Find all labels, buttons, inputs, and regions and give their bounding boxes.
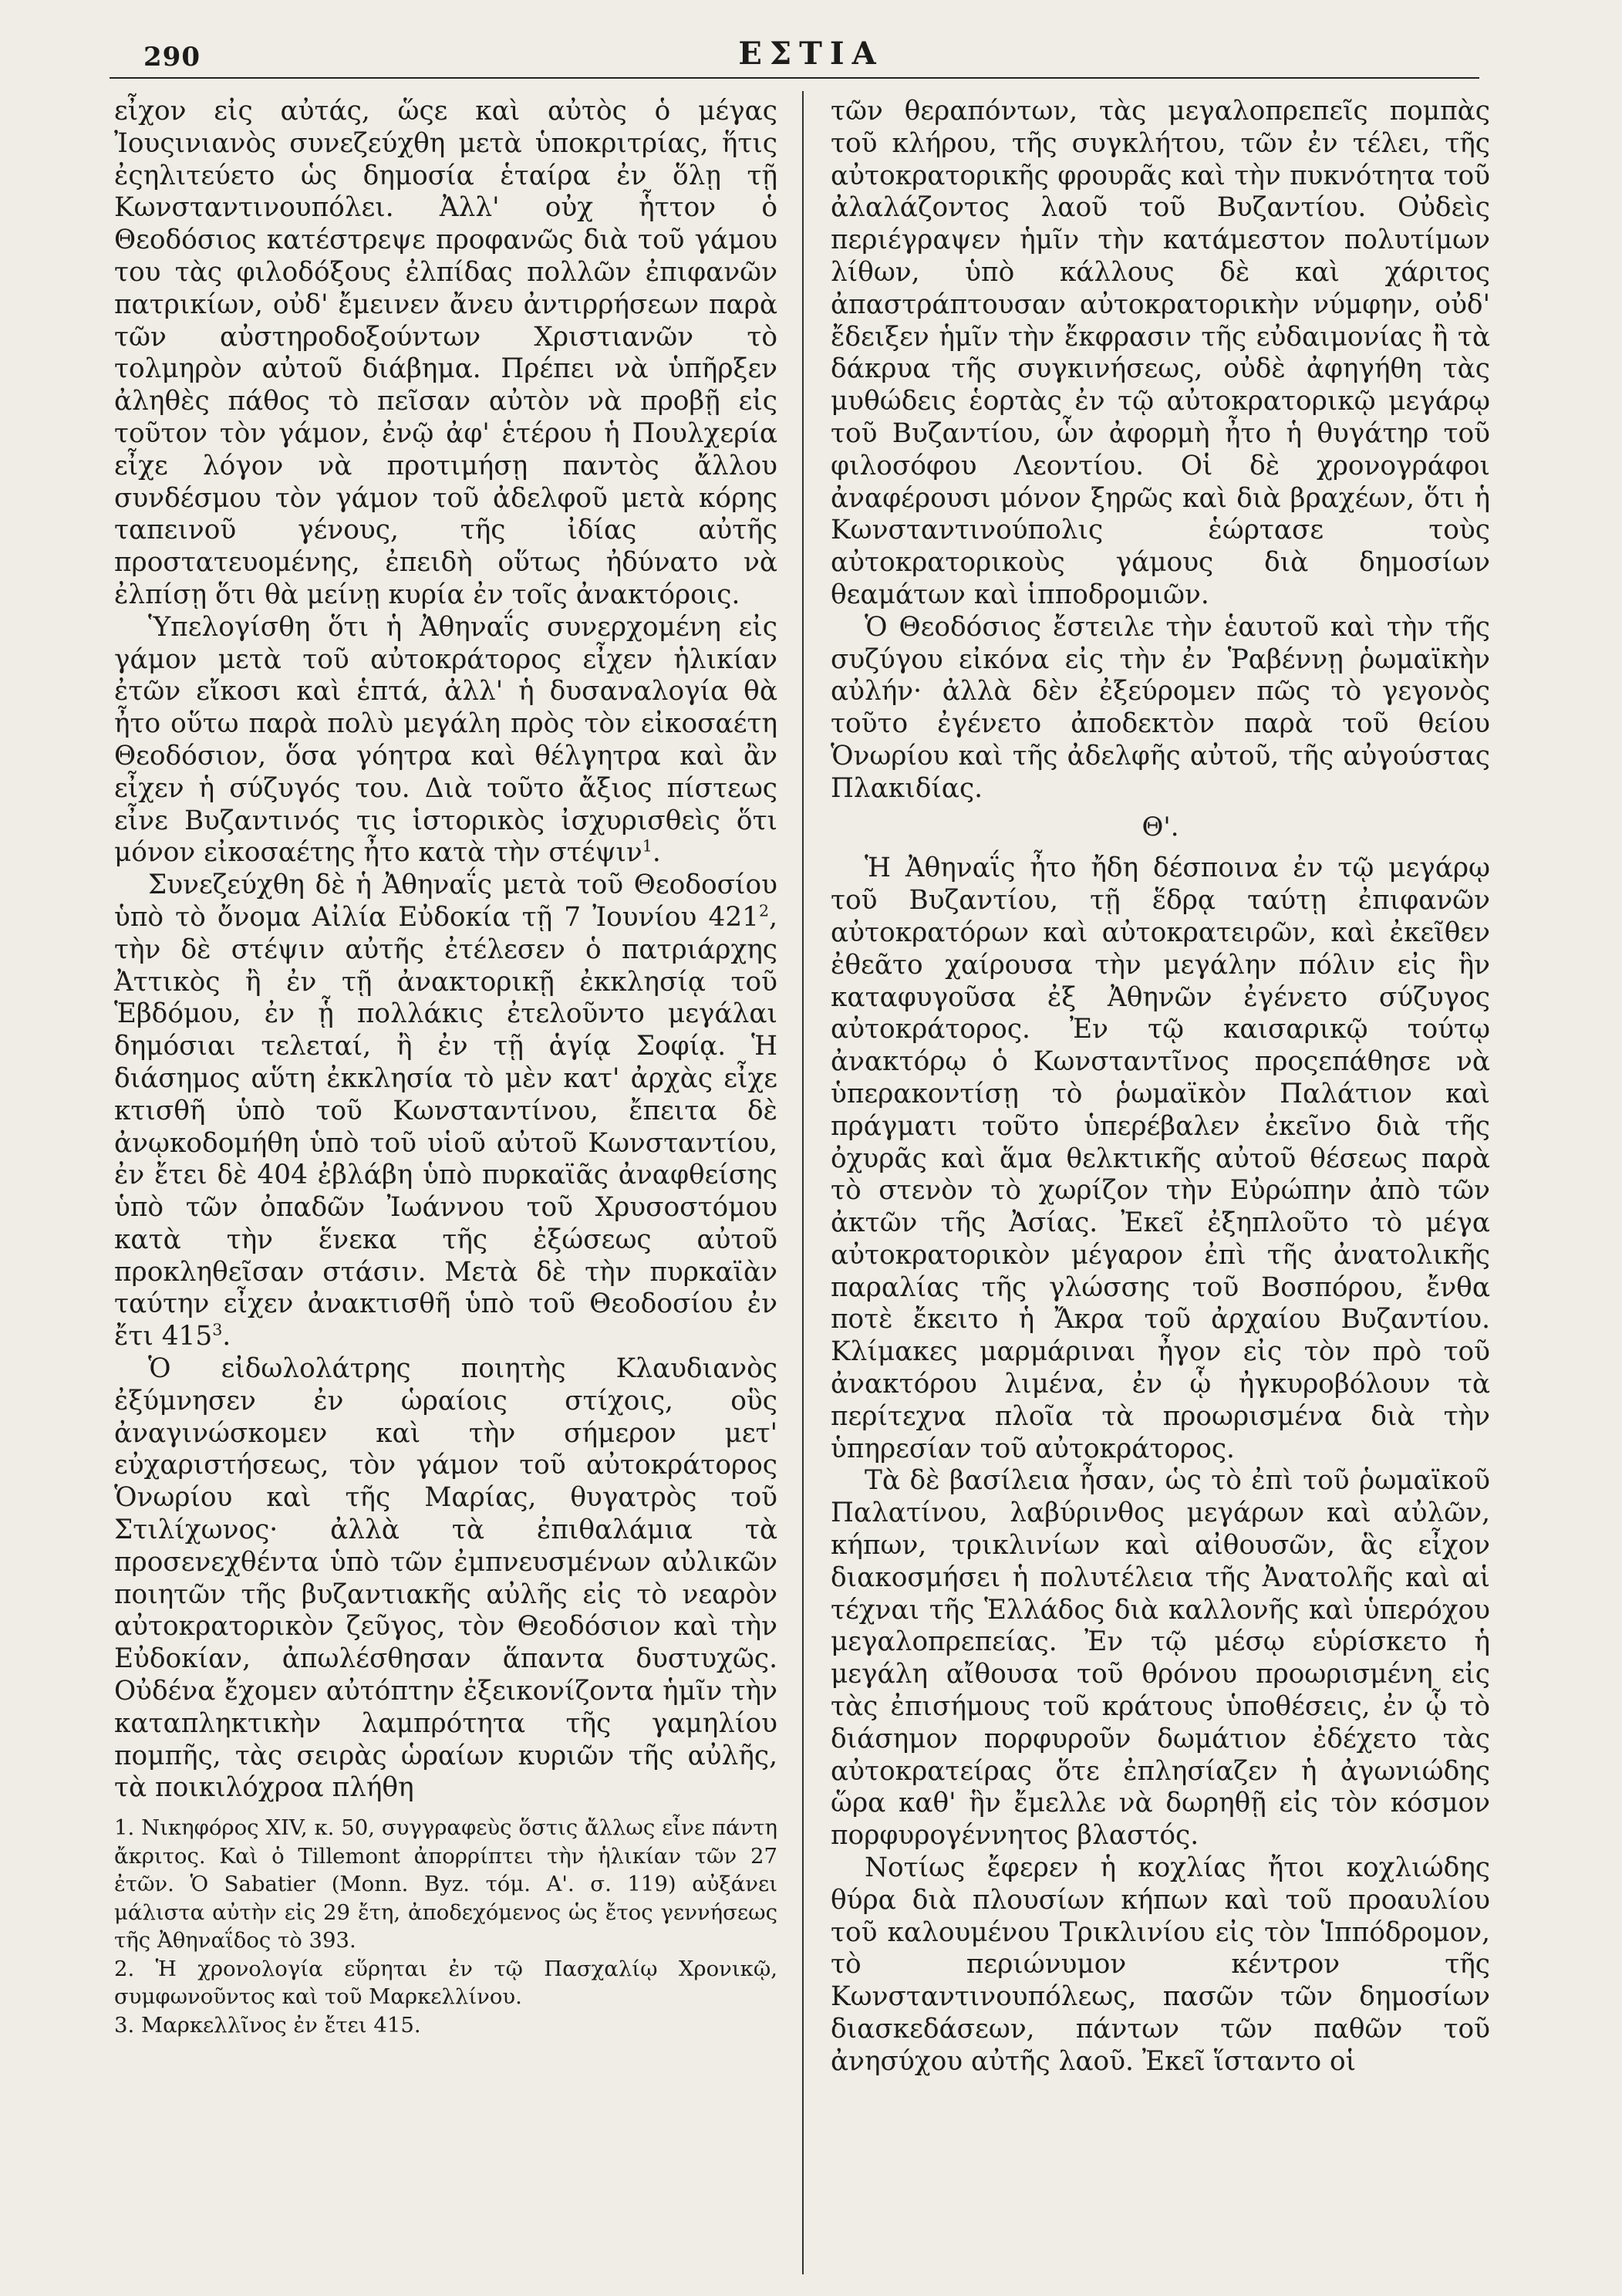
footnote: 3. Μαρκελλῖνος ἐν ἔτει 415.: [114, 2012, 421, 2038]
paragraph: Συνεζεύχθη δὲ ἡ Ἀθηναΐς μετὰ τοῦ Θεοδοσίου ὑπὸ τὸ ὄνομα Αἰλία Εὐδοκία τῇ 7 Ἰουνίου $421^2$, τὴν δὲ στέψιν αὐτῆς ἐτέλεσεν ὁ πατριάρχης Ἀττικὸς ἢ ἐν τῇ ἀνακτορικῇ ἐκκλησίᾳ τοῦ Ἑβδόμου, ἐν ᾗ πολλάκις ἐτελοῦντο μεγάλαι δημόσιαι τελεταί, ἢ ἐν τῇ ἁγίᾳ Σοφίᾳ. Ἡ διάσημος αὕτη ἐκκλησία τὸ μὲν κατ' ἀρχὰς εἶχε κτισθῆ ὑπὸ τοῦ Κωνσταντίνου, ἔπειτα δὲ ἀνῳκοδομήθη ὑπὸ τοῦ υἱοῦ αὐτοῦ Κωνσταντίου, ἐν ἔτει δὲ 404 ἐβλάβη ὑπὸ πυρκαϊᾶς ἀναφθείσης ὑπὸ τῶν ὀπαδῶν Ἰωάννου τοῦ Χρυσοστόμου κατὰ τὴν ἕνεκα τῆς ἐξώσεως αὐτοῦ προκληθεῖσαν στάσιν. Μετὰ δὲ τὴν πυρκαϊὰν ταύτην εἶχεν ἀνακτισθῆ ὑπὸ τοῦ Θεοδοσίου ἐν ἔτι $415^3$.: [114, 869, 777, 1352]
paragraph-text: , τὴν δὲ στέψιν αὐτῆς ἐτέλεσεν ὁ πατριάρχης Ἀττικὸς ἢ ἐν τῇ ἀνακτορικῇ ἐκκλησίᾳ τοῦ Ἑβδόμου, ἐν ᾗ πολλάκις ἐτελοῦντο μεγάλαι δημόσιαι τελεταί, ἢ ἐν τῇ ἁγίᾳ Σοφίᾳ. Ἡ διάσημος αὕτη ἐκκλησία τὸ μὲν κατ' ἀρχὰς εἶχε κτισθῆ ὑπὸ τοῦ Κωνσταντίνου, ἔπειτα δὲ ἀνῳκοδομήθη ὑπὸ τοῦ υἱοῦ αὐτοῦ Κωνσταντίου, ἐν ἔτει δὲ 404 ἐβλάβη ὑπὸ πυρκαϊᾶς ἀναφθείσης ὑπὸ τῶν ὀπαδῶν Ἰωάννου τοῦ Χρυσοστόμου κατὰ τὴν ἕνεκα τῆς ἐξώσεως αὐτοῦ προκληθεῖσαν στάσιν. Μετὰ δὲ τὴν πυρκαϊὰν ταύτην εἶχεν ἀνακτισθῆ ὑπὸ τοῦ Θεοδοσίου ἐν ἔτι 415: [114, 901, 777, 1352]
paragraph: τῶν θεραπόντων, τὰς μεγαλοπρεπεῖς πομπὰς τοῦ κλήρου, τῆς συγκλήτου, τῶν ἐν τέλει, τῆς αὐτοκρατορικῆς φρουρᾶς καὶ τὴν πυκνότητα τοῦ ἀλαλάζοντος λαοῦ τοῦ Βυζαντίου. Οὐδεὶς περιέγραψεν ἡμῖν τὴν κατάμεστον πολυτίμων λίθων, ὑπὸ κάλλους δὲ καὶ χάριτος ἀπαστράπτουσαν αὐτοκρατορικὴν νύμφην, οὐδ' ἔδειξεν ἡμῖν τὴν ἔκφρασιν τῆς εὐδαιμονίας ἢ τὰ δάκρυα τῆς συγκινήσεως, οὐδὲ ἀφηγήθη τὰς μυθώδεις ἑορτὰς ἐν τῷ αὐτοκρατορικῷ μεγάρῳ τοῦ Βυζαντίου, ὧν ἀφορμὴ ἦτο ἡ θυγάτηρ τοῦ φιλοσόφου Λεοντίου. Οἱ δὲ χρονογράφοι ἀναφέρουσι μόνον ξηρῶς καὶ διὰ βραχέων, ὅτι ἡ Κωνσταντινούπολις ἑώρτασε τοὺς αὐτοκρατορικοὺς γάμους διὰ δημοσίων θεαμάτων καὶ ἱπποδρομιῶν.: [831, 96, 1490, 610]
paragraph: Ὑπελογίσθη ὅτι ἡ Ἀθηναΐς συνερχομένη εἰς γάμον μετὰ τοῦ αὐτοκράτορος εἶχεν ἡλικίαν ἐτῶν εἴκοσι καὶ ἑπτά, ἀλλ' ἡ δυσαναλογία θὰ ἦτο οὕτω παρὰ πολὺ μεγάλη πρὸς τὸν εἰκοσαέτη Θεοδόσιον, ὅσα γόητρα καὶ θέλγητρα καὶ ἂν εἶχεν ἡ σύζυγός του. Διὰ τοῦτο ἄξιος πίστεως εἶνε Βυζαντινός τις ἱστορικὸς ἰσχυρισθεὶς ὅτι μόνον εἰκοσαέτης ἦτο κατὰ τὴν στέψιν$^1$.: [114, 611, 777, 869]
paragraph: Ὁ Θεοδόσιος ἔστειλε τὴν ἑαυτοῦ καὶ τὴν τῆς συζύγου εἰκόνα εἰς τὴν ἐν Ῥαβέννῃ ῥωμαϊκὴν αὐλήν· ἀλλὰ δὲν ἐξεύρομεν πῶς τὸ γεγονὸς τοῦτο ἐγένετο ἀποδεκτὸν παρὰ τοῦ θείου Ὁνωρίου καὶ τῆς ἀδελφῆς αὐτοῦ, τῆς αὐγούστας Πλακιδίας.: [831, 611, 1490, 804]
running-title: ΕΣΤΙΑ: [738, 35, 884, 72]
paragraph-text: Ὑπελογίσθη ὅτι ἡ Ἀθηναΐς συνερχομένη εἰς γάμον μετὰ τοῦ αὐτοκράτορος εἶχεν ἡλικίαν ἐτῶν εἴκοσι καὶ ἑπτά, ἀλλ' ἡ δυσαναλογία θὰ ἦτο οὕτω παρὰ πολὺ μεγάλη πρὸς τὸν εἰκοσαέτη Θεοδόσιον, ὅσα γόητρα καὶ θέλγητρα καὶ ἂν εἶχεν ἡ σύζυγός του. Διὰ τοῦτο ἄξιος πίστεως εἶνε Βυζαντινός τις ἱστορικὸς ἰσχυρισθεὶς ὅτι μόνον εἰκοσαέτης ἦτο κατὰ τὴν στέψιν: [114, 611, 777, 869]
footnote-ref: 2: [759, 901, 770, 920]
footnote-ref: 1: [642, 836, 653, 856]
column-divider: [802, 91, 804, 2274]
header-rule: [110, 77, 1479, 79]
paragraph: Ἡ Ἀθηναΐς ἦτο ἤδη δέσποινα ἐν τῷ μεγάρῳ τοῦ Βυζαντίου, τῇ ἕδρᾳ ταύτῃ ἐπιφανῶν αὐτοκρατόρων καὶ αὐτοκρατειρῶν, καὶ ἐκεῖθεν ἐθεᾶτο χαίρουσα τὴν μεγάλην πόλιν εἰς ἣν καταφυγοῦσα ἐξ Ἀθηνῶν ἐγένετο σύζυγος αὐτοκράτορος. Ἐν τῷ καισαρικῷ τούτῳ ἀνακτόρῳ ὁ Κωνσταντῖνος προςεπάθησε νὰ ὑπερακοντίσῃ τὸ ῥωμαϊκὸν Παλάτιον καὶ πράγματι τοῦτο ὑπερέβαλεν ἐκεῖνο διὰ τῆς ὀχυρᾶς καὶ ἅμα θελκτικῆς αὐτοῦ θέσεως παρὰ τὸ στενὸν τὸ χωρίζον τὴν Εὐρώπην ἀπὸ τῶν ἀκτῶν τῆς Ἀσίας. Ἐκεῖ ἐξηπλοῦτο τὸ μέγα αὐτοκρατορικὸν μέγαρον ἐπὶ τῆς ἀνατολικῆς παραλίας τῆς γλώσσης τοῦ Βοσπόρου, ἔνθα ποτὲ ἔκειτο ἡ Ἄκρα τοῦ ἀρχαίου Βυζαντίου. Κλίμακες μαρμάριναι ἦγον εἰς τὸν πρὸ τοῦ ἀνακτόρου λιμένα, ἐν ᾧ ἠγκυροβόλουν τὰ περίτεχνα πλοῖα τὰ προωρισμένα διὰ τὴν ὑπηρεσίαν τοῦ αὐτοκράτορος.: [831, 853, 1490, 1464]
page-number: 290: [143, 42, 201, 73]
paragraph-text: Συνεζεύχθη δὲ ἡ Ἀθηναΐς μετὰ τοῦ Θεοδοσίου ὑπὸ τὸ ὄνομα Αἰλία Εὐδοκία τῇ 7 Ἰουνίου 421: [114, 869, 777, 933]
section-heading: Θ'.: [1141, 811, 1179, 842]
footnote-ref: 3: [212, 1320, 223, 1339]
paragraph: εἶχον εἰς αὐτάς, ὥςε καὶ αὐτὸς ὁ μέγας Ἰουςινιανὸς συνεζεύχθη μετὰ ὑποκριτρίας, ἥτις ἐςηλιτεύετο ὡς δημοσία ἑταίρα ἐν ὅλῃ τῇ Κωνσταντινουπόλει. Ἀλλ' οὐχ ἧττον ὁ Θεοδόσιος κατέστρεψε προφανῶς διὰ τοῦ γάμου του τὰς φιλοδόξους ἐλπίδας πολλῶν ἐπιφανῶν πατρικίων, οὐδ' ἔμεινεν ἄνευ ἀντιρρήσεων παρὰ τῶν αὐστηροδοξούντων Χριστιανῶν τὸ τολμηρὸν αὐτοῦ διάβημα. Πρέπει νὰ ὑπῆρξεν ἀληθὲς πάθος τὸ πεῖσαν αὐτὸν νὰ προβῇ εἰς τοῦτον τὸν γάμον, ἐνῷ ἀφ' ἑτέρου ἡ Πουλχερία εἶχε λόγον νὰ προτιμήσῃ παντὸς ἄλλου συνδέσμου τὸν γάμον τοῦ ἀδελφοῦ μετὰ κόρης ταπεινοῦ γένους, τῆς ἰδίας αὐτῆς προστατευομένης, ἐπειδὴ οὕτως ἠδύνατο νὰ ἐλπίσῃ ὅτι θὰ μείνῃ κυρία ἐν τοῖς ἀνακτόροις.: [114, 96, 777, 610]
paragraph: Νοτίως ἔφερεν ἡ κοχλίας ἤτοι κοχλιώδης θύρα διὰ πλουσίων κήπων καὶ τοῦ προαυλίου τοῦ καλουμένου Τρικλινίου εἰς τὸν Ἱππόδρομον, τὸ περιώνυμον κέντρον τῆς Κωνσταντινουπόλεως, πασῶν τῶν δημοσίων διασκεδάσεων, πάντων τῶν παθῶν τοῦ ἀνησύχου αὐτῆς λαοῦ. Ἐκεῖ ἵσταντο οἱ: [831, 1852, 1490, 2077]
left-column: [114, 96, 777, 2039]
paragraph: Τὰ δὲ βασίλεια ἦσαν, ὡς τὸ ἐπὶ τοῦ ῥωμαϊκοῦ Παλατίνου, λαβύρινθος μεγάρων καὶ αὐλῶν, κήπων, τρικλινίων καὶ αἰθουσῶν, ἃς εἶχον διακοσμήσει ἡ πολυτέλεια τῆς Ἀνατολῆς καὶ αἱ τέχναι τῆς Ἑλλάδος διὰ καλλονῆς καὶ ὑπερόχου μεγαλοπρεπείας. Ἐν τῷ μέσῳ εὑρίσκετο ἡ μεγάλη αἴθουσα τοῦ θρόνου προωρισμένη εἰς τὰς ἐπισήμους τοῦ κράτους ὑποθέσεις, ἐν ᾧ τὸ διάσημον πορφυροῦν δωμάτιον ἐδέχετο τὰς αὐτοκρατείρας ὅτε ἐπλησίαζεν ἡ ἀγωνιώδης ὥρα καθ' ἣν ἔμελλε νὰ δωρηθῇ εἰς τὸν κόσμον πορφυρογέννητος βλαστός.: [831, 1465, 1490, 1852]
right-column: [831, 96, 1490, 2078]
footnote: 1. Νικηφόρος XIV, κ. 50, συγγραφεὺς ὅστις ἄλλως εἶνε πάντη ἄκριτος. Καὶ ὁ Tillemont ἀπορρίπτει τὴν ἡλικίαν τῶν 27 ἐτῶν. Ὁ Sabatier (Monn. Byz. τόμ. Α'. σ. 119) αὐξάνει μάλιστα αὐτὴν εἰς 29 ἔτη, ἀποδεχόμενος ὡς ἔτος γεννήσεως τῆς Ἀθηναΐδος τὸ 393.: [114, 1815, 777, 1953]
footnote: 2. Ἡ χρονολογία εὕρηται ἐν τῷ Πασχαλίῳ Χρονικῷ, συμφωνοῦντος καὶ τοῦ Μαρκελλίνου.: [114, 1956, 777, 2010]
paragraph: Ὁ εἰδωλολάτρης ποιητὴς Κλαυδιανὸς ἐξύμνησεν ἐν ὡραίοις στίχοις, οὓς ἀναγινώσκομεν καὶ τὴν σήμερον μετ' εὐχαριστήσεως, τὸν γάμον τοῦ αὐτοκράτορος Ὁνωρίου καὶ τῆς Μαρίας, θυγατρὸς τοῦ Στιλίχωνος· ἀλλὰ τὰ ἐπιθαλάμια τὰ προσενεχθέντα ὑπὸ τῶν ἐμπνευσμένων αὐλικῶν ποιητῶν τῆς βυζαντιακῆς αὐλῆς εἰς τὸ νεαρὸν αὐτοκρατορικὸν ζεῦγος, τὸν Θεοδόσιον καὶ τὴν Εὐδοκίαν, ἀπωλέσθησαν ἅπαντα δυστυχῶς. Οὐδένα ἔχομεν αὐτόπτην ἐξεικονίζοντα ἡμῖν τὴν καταπληκτικὴν λαμπρότητα τῆς γαμηλίου πομπῆς, τὰς σειρὰς ὡραίων κυριῶν τῆς αὐλῆς, τὰ ποικιλόχροα πλήθη: [114, 1353, 777, 1804]
